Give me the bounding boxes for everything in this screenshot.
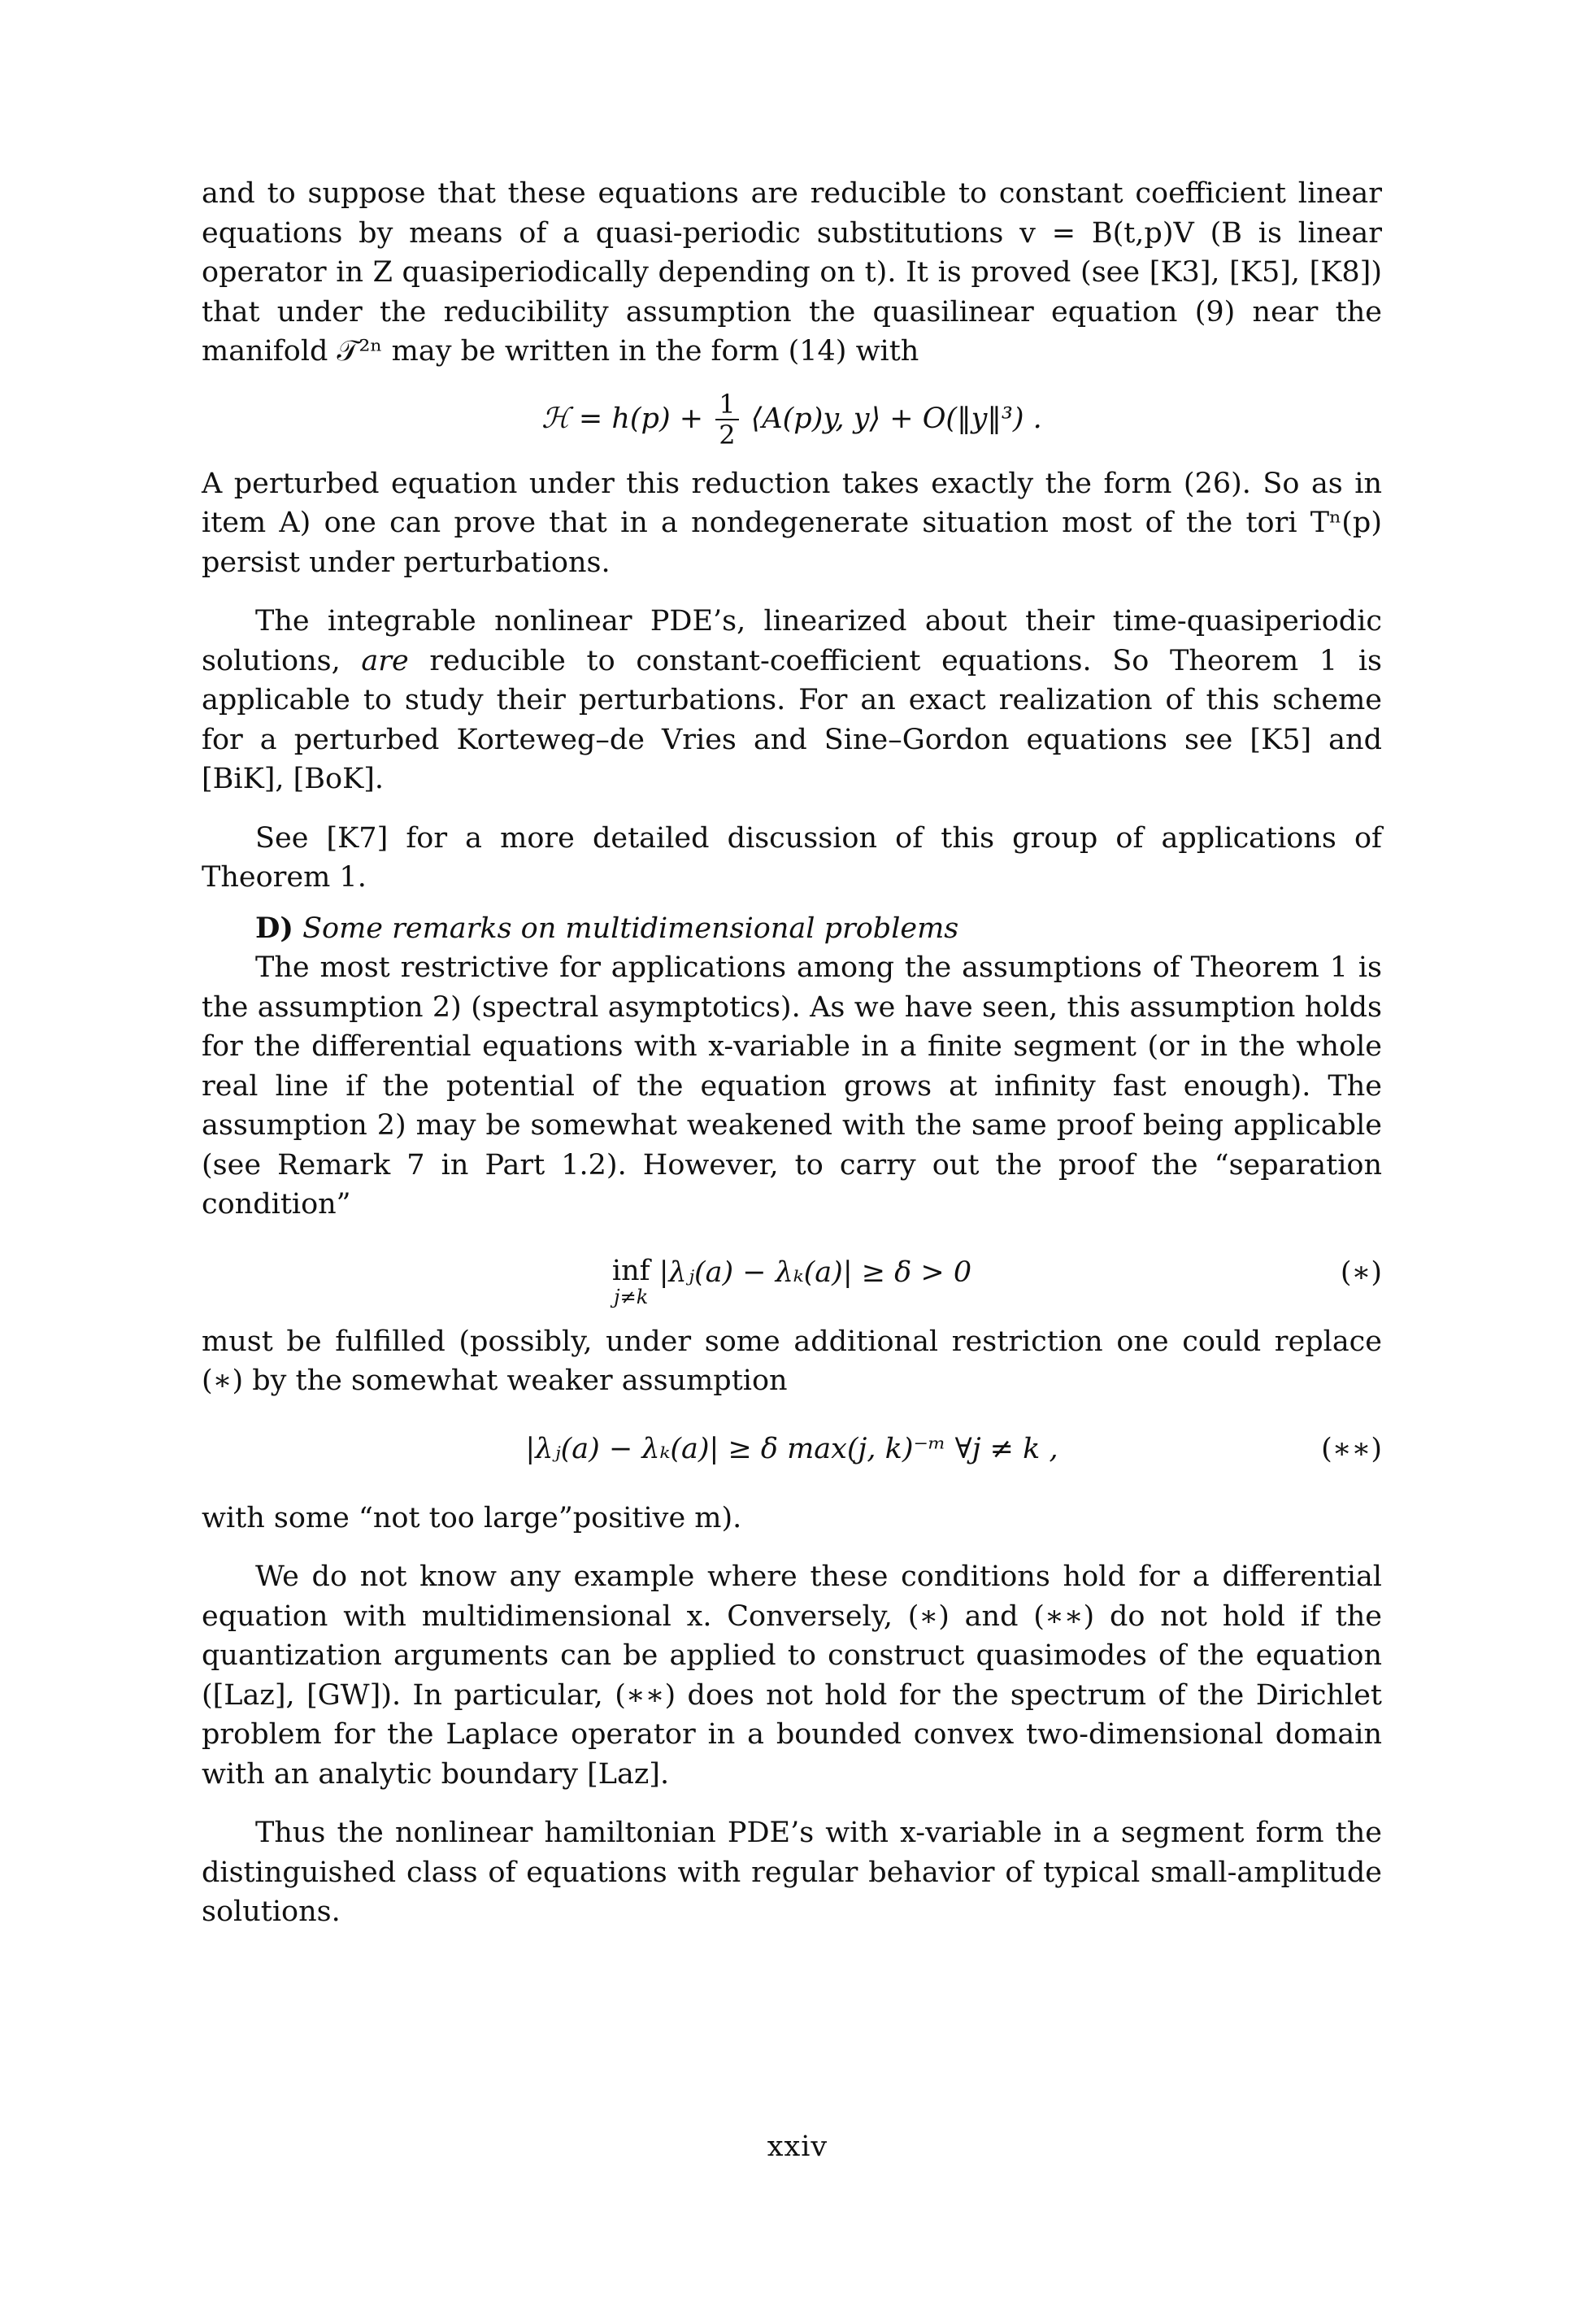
equation-fraction [715, 391, 738, 448]
equation-separation-body: |λⱼ(a) − λₖ(a)| ≥ δ > 0 [658, 1256, 972, 1289]
infimum-subscript: j≠k [614, 1285, 649, 1308]
equation-weak-separation [202, 1419, 1382, 1479]
paragraph-restrictive-assumption: The most restrictive for applications among the assumptions of Theorem 1 is the assumption 2) (spectral asymptotics). As we have seen, this assumption holds for the differential equations with x-variable in a finite segment (or in the whole real line if the potential of the equation grows at infinity fast enough). The assumption 2) may be somewhat weakened with the same proof being applicable (see Remark 7 in Part 1.2). However, to carry out the proof the “separation condition” [202, 951, 1382, 1221]
page-number: xxiv [767, 2130, 828, 2163]
fraction-denominator: 2 [719, 420, 736, 450]
equation-hamiltonian-rhs: ⟨A(p)y, y⟩ + O(‖y‖³) . [750, 402, 1042, 435]
equation-weak-body: |λⱼ(a) − λₖ(a)| ≥ δ max(j, k)⁻ᵐ ∀j ≠ k , [525, 1432, 1058, 1465]
paragraph-integrable-pdes-part2: reducible to constant-coefficient equations. So Theorem 1 is applicable to study their perturbations. For an exact realization of this scheme for a perturbed Korteweg–de Vries and Sine–Gordon equations see [K5] and [BiK], [BoK]. [202, 644, 1382, 795]
paragraph-must-be-fulfilled: must be fulfilled (possibly, under some additional restriction one could replace (∗) by the somewhat weaker assumption [202, 1325, 1382, 1397]
equation-hamiltonian [202, 386, 1382, 451]
paragraph-positive-m: with some “not too large”positive m). [202, 1501, 742, 1534]
paragraph-conclusion: Thus the nonlinear hamiltonian PDE’s with x-variable in a segment form the distinguished class of equations with regular behavior of typical small-amplitude solutions. [202, 1817, 1382, 1928]
section-heading-d [202, 909, 1382, 949]
paragraph-reducibility: and to suppose that these equations are reducible to constant coefficient linear equations by means of a quasi-periodic substitutions v = B(t,p)V (B is linear operator in Z quasiperiodically depending on t). It is proved (see [K3], [K5], [K8]) that under the reducibility assumption the quasilinear equation (9) near the manifold 𝒯²ⁿ may be written in the form (14) with [202, 177, 1382, 368]
paragraph-perturbed-equation: A perturbed equation under this reduction takes exactly the form (26). So as in item A) one can prove that in a nondegenerate situation most of the tori Tⁿ(p) persist under perturbations. [202, 467, 1382, 579]
equation-hamiltonian-lhs: ℋ = h(p) + [541, 402, 704, 435]
equation-separation-condition [202, 1243, 1382, 1308]
equation-tag-double-star: (∗∗) [1321, 1432, 1382, 1465]
body-text [202, 174, 1382, 1932]
section-label: D) [255, 911, 293, 945]
section-title: Some remarks on multidimensional problems [302, 912, 959, 945]
paragraph-multidimensional: We do not know any example where these conditions hold for a differential equation with multidimensional x. Conversely, (∗) and (∗∗) do not hold if the quantization arguments can be applied to construct quasimodes of the equation ([Laz], [GW]). In particular, (∗∗) does not hold for the spectrum of the Dirichlet problem for the Laplace operator in a bounded convex two-dimensional domain with an analytic boundary [Laz]. [202, 1560, 1382, 1791]
infimum-operator [611, 1254, 650, 1308]
fraction-numerator: 1 [715, 391, 738, 420]
infimum-label: inf [611, 1254, 650, 1287]
paragraph-integrable-pdes-part1: The integrable nonlinear PDE’s, linearized about their time-quasiperiodic solutions, [202, 605, 1382, 677]
emphasis-are: are [361, 644, 409, 677]
paragraph-see-k7: See [K7] for a more detailed discussion of this group of applications of Theorem 1. [202, 821, 1382, 894]
paragraph-integrable-pdes [202, 602, 1382, 799]
equation-tag-star: (∗) [1340, 1256, 1382, 1289]
